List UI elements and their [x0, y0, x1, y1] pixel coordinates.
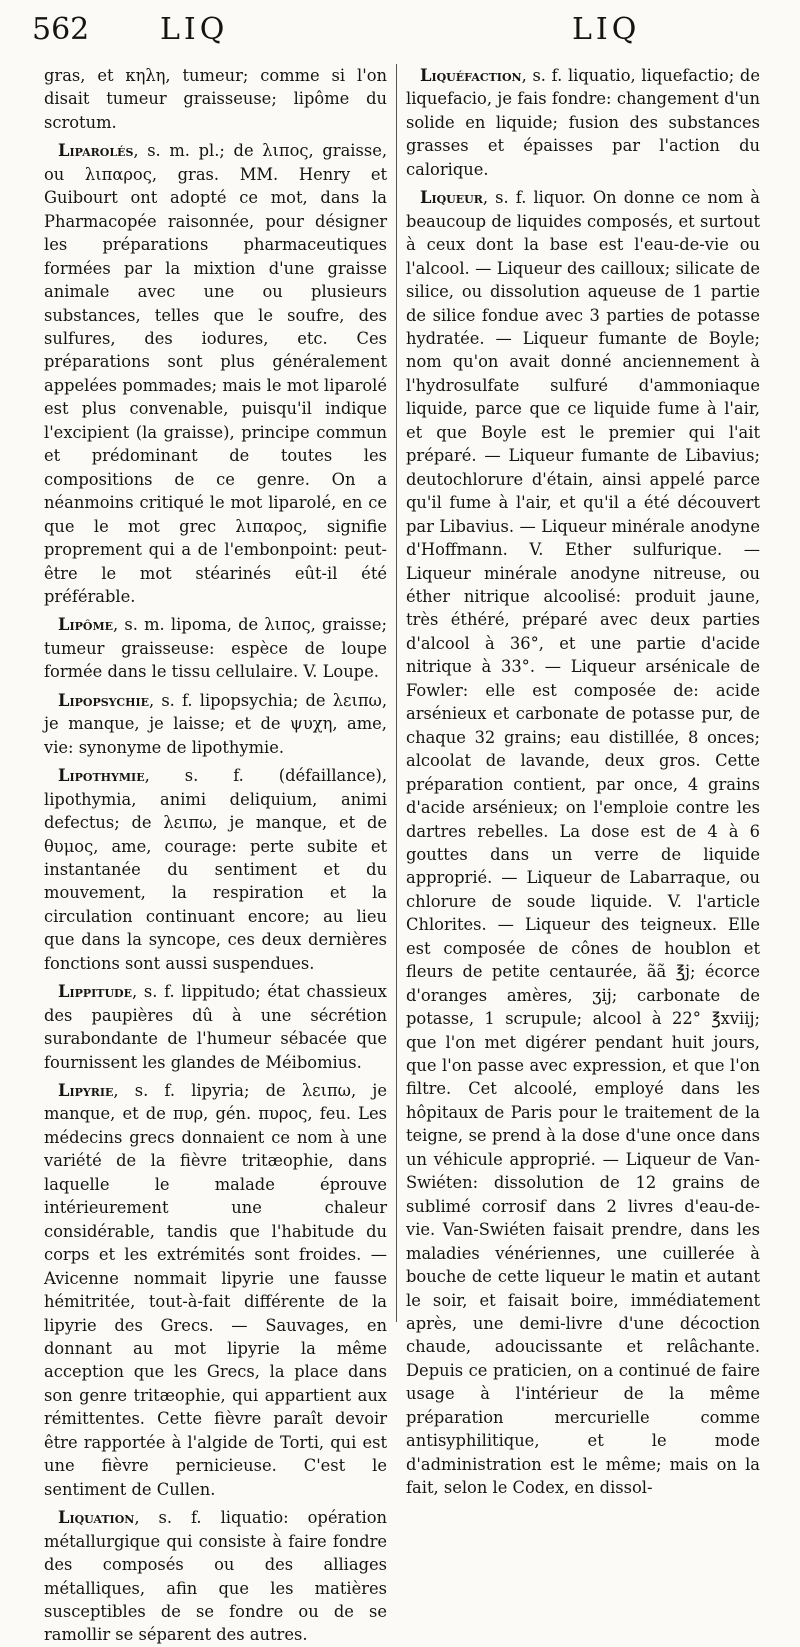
entry-headword: Lipopsychie [58, 690, 149, 710]
entry-text: , s. f. lipopsychia; de λειπω, je manque, je laisse; et de ψυχη, ame, vie: synonyme de lipothymie. [44, 690, 387, 757]
entry-headword: Lipothymie [58, 766, 145, 786]
entry-lippitude [44, 980, 387, 1074]
page-header [0, 12, 800, 68]
entry-text: , s. f. (défaillance), lipothymia, animi deliquium, animi defectus; de λειπω, je manque, et de θυμος, ame, courage: perte subite et instantanée du sentiment et du mouvement, la respiration et la circulation continuant encore; au lieu que dans la syncope, ces deux dernières fonctions sont aussi suspendues. [44, 766, 387, 973]
entry-lipothymie [44, 764, 387, 975]
entry-text: , s. f. lippitudo; état chassieux des paupières dû à une sécrétion surabondante de l'humeur sébacée que fournissent les glandes de Méibomius. [44, 982, 387, 1072]
entry-text: gras, et κηλη, tumeur; comme si l'on disait tumeur graisseuse; lipôme du scrotum. [44, 66, 387, 132]
entry-headword: Liquéfaction [420, 66, 522, 85]
entry-headword: Lippitude [58, 982, 132, 1002]
entry-headword: Liqueur [420, 188, 483, 208]
entry-text: , s. f. liquor. On donne ce nom à beaucoup de liquides composés, et surtout à ceux dont la base est l'eau-de-vie ou l'alcool. — Liqueur des cailloux; silicate de silice, ou dissolution aqueuse de 1 partie de silice fondue avec 3 parties de potasse hydratée. — Liqueur fumante de Boyle; nom qu'on avait donné anciennement à l'hydrosulfate sulfuré d'ammoniaque liquide, parce que ce liquide fume à l'air, et que Boyle est le premier qui l'ait préparé. — Liqueur fumante de Libavius; deutochlorure d'étain, ainsi appelé parce qu'il fume à l'air, et qu'il a été découvert par Libavius. — Liqueur minérale anodyne d'Hoffmann. V. Ether sulfurique. — Liqueur minérale anodyne nitreuse, ou éther nitrique alcoolisé: produit jaune, très éthéré, préparé avec deux parties d'alcool à 36°, et une partie d'acide nitrique à 33°. — Liqueur arsénicale de Fowler: elle est composée de: acide arsénieux et carbonate de potasse pur, de chaque 32 grains; eau distillée, 8 onces; alcoolat de lavande, deux gros. Cette préparation contient, par once, 4 grains d'acide arsénieux; on l'emploie contre les dartres rebelles. La dose est de 4 à 6 gouttes dans un verre de liquide approprié. — Liqueur de Labarraque, ou chlorure de soude liquide. V. l'article Chlorites. — Liqueur des teigneux. Elle est composée de cônes de houblon et fleurs de petite centaurée, ãã ℥j; écorce d'oranges amères, ʒij; carbonate de potasse, 1 scrupule; alcool à 22° ℥xviij; que l'on met digérer pendant huit jours, que l'on passe avec expression, et que l'on filtre. Cet alcoolé, employé dans les hôpitaux de Paris pour le traitement de la teigne, se prend à la dose d'une once dans un véhicule approprié. — Liqueur de Van-Swiéten: dissolution de 12 grains de sublimé corrosif dans 2 livres d'eau-de-vie. Van-Swiéten faisait prendre, dans les maladies vénériennes, une cuillerée à bouche de cette liqueur le matin et autant le soir, et faisait boire, immédiatement après, une demi-livre d'une décoction chaude, adoucissante et relâchante. Depuis ce praticien, on a continué de faire usage à l'intérieur de la même préparation mercurielle comme antisyphilitique, et le mode d'administration est le même; mais on la fait, selon le Codex, en dissol- [406, 188, 760, 1498]
entry-headword: Liquation [58, 1508, 135, 1528]
right-column [406, 64, 760, 1498]
entry-text: , s. f. liquatio: opération métallurgique qui consiste à faire fondre des composés ou des alliages métalliques, afin que les matières susceptibles de se fondre ou de se ramollir se séparent des autres. [44, 1508, 387, 1645]
entry-lipome [44, 613, 387, 683]
entry-headword: Lipyrie [58, 1081, 114, 1101]
entry-text: , s. m. pl.; de λιπος, graisse, ou λιπαρος, gras. MM. Henry et Guibourt ont adopté ce mot, dans la Pharmacopée raisonnée, pour désigner les préparations pharmaceutiques formées par la mixtion d'une graisse animale avec une ou plusieurs substances, telles que le soufre, des sulfures, des iodures, etc. Ces préparations sont plus généralement appelées pommades; mais le mot liparolé est plus convenable, puisqu'il indique l'excipient (la graisse), principe commun et prédominant de toutes les compositions de ce genre. On a néanmoins critiqué le mot liparolé, en ce que le mot grec λιπαρος, signifie proprement qui a de l'embonpoint: peut-être le mot stéarinés eût-il été préférable. [44, 141, 387, 606]
entry-continuation [44, 64, 387, 134]
column-divider [396, 64, 397, 1322]
entry-text: , s. f. lipyria; de λειπω, je manque, et de πυρ, gén. πυρος, feu. Les médecins grecs donnaient ce nom à une variété de la fièvre tritæophie, dans laquelle le malade éprouve intérieurement une chaleur considérable, tandis que l'habitude du corps et les extrémités sont froides. — Avicenne nommait lipyrie une fausse hémitritée, tout-à-fait différente de la lipyrie des Grecs. — Sauvages, en donnant au mot lipyrie la même acception que les Grecs, la place dans son genre tritæophie, qui appartient aux rémittentes. Cette fièvre paraît devoir être rapportée à l'algide de Torti, qui est une fièvre pernicieuse. C'est le sentiment de Cullen. [44, 1081, 387, 1499]
running-head-left: LIQ [160, 12, 229, 47]
entry-text: , s. m. lipoma, de λιπος, graisse; tumeur graisseuse: espèce de loupe formée dans le tissu cellulaire. V. Loupe. [44, 615, 387, 682]
entry-liquation [44, 1506, 387, 1647]
entry-headword: Lipôme [58, 615, 114, 635]
left-column [44, 64, 387, 1645]
running-head-right: LIQ [572, 12, 641, 47]
entry-text: , s. f. liquatio, liquefactio; de liquefacio, je fais fondre: changement d'un solide en liquide; fusion des substances grasses et épaisses par l'action du calorique. [406, 66, 760, 179]
entry-lipopsychie [44, 689, 387, 759]
entry-liparoles [44, 139, 387, 608]
page-number: 562 [32, 12, 90, 47]
entry-lipyrie [44, 1079, 387, 1501]
entry-liqueur [406, 186, 760, 1499]
entry-headword: Liparolés [58, 141, 134, 161]
entry-liquefaction [406, 64, 760, 181]
